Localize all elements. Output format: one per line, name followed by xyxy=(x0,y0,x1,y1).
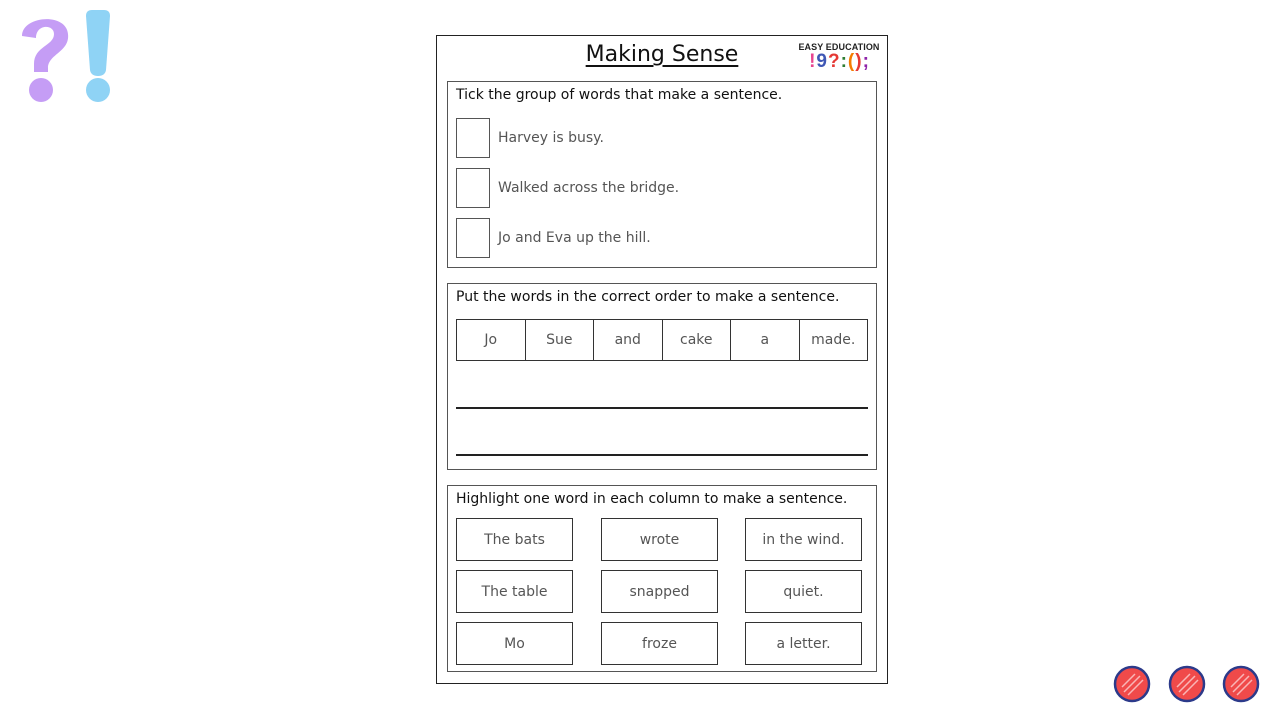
nav-dot-icon[interactable] xyxy=(1168,665,1206,703)
highlight-instruction: Highlight one word in each column to make a sentence. xyxy=(456,491,848,507)
brand-mark: ; xyxy=(862,51,869,72)
tick-section xyxy=(447,81,877,268)
brand-name: EASY EDUCATION xyxy=(798,42,880,52)
word-cell[interactable]: and xyxy=(594,320,663,360)
tick-checkbox[interactable] xyxy=(456,218,490,258)
highlight-word[interactable]: froze xyxy=(601,622,718,665)
highlight-word[interactable]: quiet. xyxy=(745,570,862,613)
question-mark-icon xyxy=(12,6,76,106)
brand-mark: ? xyxy=(827,51,840,72)
exclamation-mark-icon xyxy=(82,10,114,102)
word-cell[interactable]: Jo xyxy=(457,320,526,360)
highlight-word[interactable]: a letter. xyxy=(745,622,862,665)
brand-logo xyxy=(798,42,880,72)
order-section xyxy=(447,283,877,470)
highlight-word[interactable]: The table xyxy=(456,570,573,613)
highlight-word[interactable]: snapped xyxy=(601,570,718,613)
tick-option-label: Harvey is busy. xyxy=(498,130,604,146)
word-cell[interactable]: cake xyxy=(663,320,732,360)
worksheet-title: Making Sense xyxy=(585,42,739,67)
tick-checkbox[interactable] xyxy=(456,168,490,208)
tick-instruction: Tick the group of words that make a sentence. xyxy=(456,87,783,103)
tick-option[interactable] xyxy=(456,217,651,259)
tick-checkbox[interactable] xyxy=(456,118,490,158)
brand-mark: : xyxy=(840,51,847,72)
highlight-word[interactable]: Mo xyxy=(456,622,573,665)
highlight-word[interactable]: wrote xyxy=(601,518,718,561)
tick-option-label: Walked across the bridge. xyxy=(498,180,680,196)
highlight-section xyxy=(447,485,877,672)
word-cell[interactable]: a xyxy=(731,320,800,360)
brand-mark: ( xyxy=(847,51,855,72)
word-table xyxy=(456,319,868,361)
nav-dot-icon[interactable] xyxy=(1113,665,1151,703)
highlight-word[interactable]: The bats xyxy=(456,518,573,561)
tick-option[interactable] xyxy=(456,117,604,159)
word-cell[interactable]: Sue xyxy=(526,320,595,360)
nav-dot-icon[interactable] xyxy=(1222,665,1260,703)
answer-line[interactable] xyxy=(456,407,868,409)
tick-option-label: Jo and Eva up the hill. xyxy=(498,230,651,246)
brand-mark: ) xyxy=(855,51,862,72)
word-cell[interactable]: made. xyxy=(811,332,856,348)
order-instruction: Put the words in the correct order to make a sentence. xyxy=(456,289,840,305)
answer-line[interactable] xyxy=(456,454,868,456)
tick-option[interactable] xyxy=(456,167,679,209)
highlight-word[interactable]: in the wind. xyxy=(745,518,862,561)
brand-marks xyxy=(798,52,880,72)
brand-mark: ! xyxy=(809,51,816,72)
brand-mark: 9 xyxy=(816,51,827,72)
worksheet xyxy=(436,35,888,684)
